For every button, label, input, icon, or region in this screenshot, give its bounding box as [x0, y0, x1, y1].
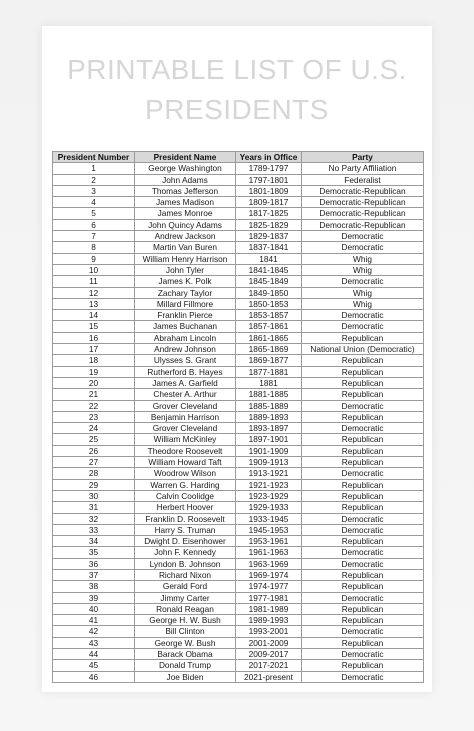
- table-row: [53, 592, 424, 603]
- table-row: [53, 208, 424, 219]
- party-cell: Democratic-Republican: [302, 219, 424, 230]
- table-row: [53, 626, 424, 637]
- party-cell: Republican: [302, 389, 424, 400]
- party-cell: Democratic: [302, 524, 424, 535]
- table-row: [53, 264, 424, 275]
- president-name-cell: Ronald Reagan: [135, 603, 236, 614]
- party-cell: Whig: [302, 264, 424, 275]
- president-name-cell: William Henry Harrison: [135, 253, 236, 264]
- table-row: [53, 457, 424, 468]
- president-number-cell: 24: [53, 423, 135, 434]
- party-cell: Republican: [302, 457, 424, 468]
- table-row: [53, 163, 424, 174]
- party-cell: Democratic: [302, 626, 424, 637]
- president-name-cell: Dwight D. Eisenhower: [135, 536, 236, 547]
- party-cell: Whig: [302, 287, 424, 298]
- table-row: [53, 490, 424, 501]
- president-name-cell: Chester A. Arthur: [135, 389, 236, 400]
- years-in-office-cell: 1913-1921: [236, 468, 302, 479]
- president-number-cell: 43: [53, 637, 135, 648]
- table-row: [53, 558, 424, 569]
- president-name-cell: John Tyler: [135, 264, 236, 275]
- president-name-cell: James K. Polk: [135, 276, 236, 287]
- table-row: [53, 400, 424, 411]
- presidents-table: [52, 151, 424, 683]
- president-name-cell: Donald Trump: [135, 660, 236, 671]
- president-number-cell: 42: [53, 626, 135, 637]
- president-number-cell: 46: [53, 671, 135, 682]
- party-cell: Democratic: [302, 400, 424, 411]
- years-in-office-cell: 1809-1817: [236, 197, 302, 208]
- years-in-office-cell: 1977-1981: [236, 592, 302, 603]
- table-row: [53, 513, 424, 524]
- years-in-office-cell: 1837-1841: [236, 242, 302, 253]
- column-header-name: President Name: [135, 152, 236, 163]
- president-number-cell: 13: [53, 298, 135, 309]
- president-name-cell: George W. Bush: [135, 637, 236, 648]
- president-number-cell: 36: [53, 558, 135, 569]
- table-row: [53, 660, 424, 671]
- party-cell: Republican: [302, 637, 424, 648]
- table-row: [53, 344, 424, 355]
- party-cell: Republican: [302, 479, 424, 490]
- president-number-cell: 7: [53, 231, 135, 242]
- president-name-cell: James Madison: [135, 197, 236, 208]
- president-name-cell: Theodore Roosevelt: [135, 445, 236, 456]
- party-cell: Democratic: [302, 242, 424, 253]
- president-number-cell: 4: [53, 197, 135, 208]
- president-number-cell: 41: [53, 615, 135, 626]
- years-in-office-cell: 1825-1829: [236, 219, 302, 230]
- president-number-cell: 18: [53, 355, 135, 366]
- president-number-cell: 29: [53, 479, 135, 490]
- party-cell: National Union (Democratic): [302, 344, 424, 355]
- table-row: [53, 536, 424, 547]
- party-cell: Democratic: [302, 423, 424, 434]
- president-name-cell: Zachary Taylor: [135, 287, 236, 298]
- president-name-cell: John Quincy Adams: [135, 219, 236, 230]
- president-number-cell: 44: [53, 649, 135, 660]
- table-row: [53, 231, 424, 242]
- table-row: [53, 468, 424, 479]
- table-row: [53, 671, 424, 682]
- table-row: [53, 298, 424, 309]
- party-cell: Republican: [302, 377, 424, 388]
- years-in-office-cell: 1901-1909: [236, 445, 302, 456]
- president-number-cell: 30: [53, 490, 135, 501]
- years-in-office-cell: 1989-1993: [236, 615, 302, 626]
- years-in-office-cell: 1993-2001: [236, 626, 302, 637]
- president-number-cell: 28: [53, 468, 135, 479]
- table-row: [53, 547, 424, 558]
- years-in-office-cell: 2009-2017: [236, 649, 302, 660]
- president-name-cell: William McKinley: [135, 434, 236, 445]
- years-in-office-cell: 1974-1977: [236, 581, 302, 592]
- president-name-cell: Andrew Jackson: [135, 231, 236, 242]
- table-row: [53, 445, 424, 456]
- president-name-cell: James A. Garfield: [135, 377, 236, 388]
- years-in-office-cell: 1869-1877: [236, 355, 302, 366]
- years-in-office-cell: 1885-1889: [236, 400, 302, 411]
- president-number-cell: 2: [53, 174, 135, 185]
- years-in-office-cell: 1929-1933: [236, 502, 302, 513]
- president-number-cell: 3: [53, 185, 135, 196]
- table-row: [53, 502, 424, 513]
- president-name-cell: John Adams: [135, 174, 236, 185]
- president-number-cell: 45: [53, 660, 135, 671]
- years-in-office-cell: 1861-1865: [236, 332, 302, 343]
- years-in-office-cell: 1981-1989: [236, 603, 302, 614]
- president-number-cell: 31: [53, 502, 135, 513]
- president-name-cell: Calvin Coolidge: [135, 490, 236, 501]
- party-cell: Republican: [302, 660, 424, 671]
- president-number-cell: 22: [53, 400, 135, 411]
- party-cell: Republican: [302, 411, 424, 422]
- table-row: [53, 377, 424, 388]
- president-name-cell: Franklin D. Roosevelt: [135, 513, 236, 524]
- years-in-office-cell: 2017-2021: [236, 660, 302, 671]
- party-cell: Federalist: [302, 174, 424, 185]
- party-cell: Republican: [302, 502, 424, 513]
- years-in-office-cell: 1801-1809: [236, 185, 302, 196]
- years-in-office-cell: 2021-present: [236, 671, 302, 682]
- party-cell: Democratic: [302, 468, 424, 479]
- president-number-cell: 34: [53, 536, 135, 547]
- party-cell: Democratic: [302, 558, 424, 569]
- years-in-office-cell: 1881-1885: [236, 389, 302, 400]
- party-cell: Democratic-Republican: [302, 208, 424, 219]
- years-in-office-cell: 1969-1974: [236, 569, 302, 580]
- table-row: [53, 581, 424, 592]
- table-row: [53, 332, 424, 343]
- president-number-cell: 25: [53, 434, 135, 445]
- table-row: [53, 524, 424, 535]
- years-in-office-cell: 1797-1801: [236, 174, 302, 185]
- president-name-cell: Herbert Hoover: [135, 502, 236, 513]
- years-in-office-cell: 1877-1881: [236, 366, 302, 377]
- party-cell: Republican: [302, 581, 424, 592]
- president-name-cell: Woodrow Wilson: [135, 468, 236, 479]
- president-name-cell: Gerald Ford: [135, 581, 236, 592]
- party-cell: Democratic: [302, 592, 424, 603]
- president-number-cell: 5: [53, 208, 135, 219]
- column-header-number: President Number: [53, 152, 135, 163]
- party-cell: Republican: [302, 332, 424, 343]
- president-name-cell: Bill Clinton: [135, 626, 236, 637]
- president-number-cell: 35: [53, 547, 135, 558]
- table-row: [53, 366, 424, 377]
- president-name-cell: Andrew Johnson: [135, 344, 236, 355]
- party-cell: Republican: [302, 603, 424, 614]
- president-name-cell: Rutherford B. Hayes: [135, 366, 236, 377]
- years-in-office-cell: 1829-1837: [236, 231, 302, 242]
- president-number-cell: 9: [53, 253, 135, 264]
- years-in-office-cell: 1923-1929: [236, 490, 302, 501]
- president-name-cell: James Buchanan: [135, 321, 236, 332]
- party-cell: Republican: [302, 569, 424, 580]
- president-name-cell: Martin Van Buren: [135, 242, 236, 253]
- table-row: [53, 479, 424, 490]
- party-cell: Republican: [302, 434, 424, 445]
- page-title: PRINTABLE LIST OF U.S. PRESIDENTS: [67, 54, 407, 125]
- years-in-office-cell: 1850-1853: [236, 298, 302, 309]
- table-row: [53, 355, 424, 366]
- table-row: [53, 389, 424, 400]
- table-row: [53, 276, 424, 287]
- years-in-office-cell: 1961-1963: [236, 547, 302, 558]
- years-in-office-cell: 1897-1901: [236, 434, 302, 445]
- president-number-cell: 33: [53, 524, 135, 535]
- president-number-cell: 39: [53, 592, 135, 603]
- years-in-office-cell: 1845-1849: [236, 276, 302, 287]
- president-number-cell: 23: [53, 411, 135, 422]
- president-name-cell: Thomas Jefferson: [135, 185, 236, 196]
- president-number-cell: 10: [53, 264, 135, 275]
- table-row: [53, 310, 424, 321]
- president-name-cell: Richard Nixon: [135, 569, 236, 580]
- president-name-cell: George H. W. Bush: [135, 615, 236, 626]
- president-name-cell: Joe Biden: [135, 671, 236, 682]
- party-cell: Democratic-Republican: [302, 197, 424, 208]
- party-cell: Republican: [302, 355, 424, 366]
- president-number-cell: 27: [53, 457, 135, 468]
- president-number-cell: 12: [53, 287, 135, 298]
- table-row: [53, 253, 424, 264]
- years-in-office-cell: 1893-1897: [236, 423, 302, 434]
- president-name-cell: Jimmy Carter: [135, 592, 236, 603]
- party-cell: Democratic-Republican: [302, 185, 424, 196]
- president-number-cell: 16: [53, 332, 135, 343]
- president-name-cell: William Howard Taft: [135, 457, 236, 468]
- years-in-office-cell: 1881: [236, 377, 302, 388]
- party-cell: Whig: [302, 298, 424, 309]
- party-cell: Republican: [302, 536, 424, 547]
- years-in-office-cell: 1953-1961: [236, 536, 302, 547]
- president-number-cell: 37: [53, 569, 135, 580]
- president-name-cell: George Washington: [135, 163, 236, 174]
- years-in-office-cell: 1963-1969: [236, 558, 302, 569]
- party-cell: Republican: [302, 445, 424, 456]
- years-in-office-cell: 1945-1953: [236, 524, 302, 535]
- party-cell: Democratic: [302, 513, 424, 524]
- party-cell: Democratic: [302, 321, 424, 332]
- president-name-cell: Grover Cleveland: [135, 423, 236, 434]
- table-header-row: [53, 152, 424, 163]
- party-cell: Democratic: [302, 547, 424, 558]
- years-in-office-cell: 1853-1857: [236, 310, 302, 321]
- table-row: [53, 434, 424, 445]
- years-in-office-cell: 1857-1861: [236, 321, 302, 332]
- party-cell: Republican: [302, 366, 424, 377]
- table-row: [53, 321, 424, 332]
- party-cell: Whig: [302, 253, 424, 264]
- years-in-office-cell: 1817-1825: [236, 208, 302, 219]
- president-name-cell: Ulysses S. Grant: [135, 355, 236, 366]
- years-in-office-cell: 1841-1845: [236, 264, 302, 275]
- table-row: [53, 242, 424, 253]
- president-name-cell: Harry S. Truman: [135, 524, 236, 535]
- years-in-office-cell: 1933-1945: [236, 513, 302, 524]
- president-number-cell: 8: [53, 242, 135, 253]
- president-number-cell: 20: [53, 377, 135, 388]
- president-number-cell: 19: [53, 366, 135, 377]
- president-number-cell: 32: [53, 513, 135, 524]
- table-row: [53, 287, 424, 298]
- president-number-cell: 1: [53, 163, 135, 174]
- table-row: [53, 603, 424, 614]
- years-in-office-cell: 1849-1850: [236, 287, 302, 298]
- president-name-cell: James Monroe: [135, 208, 236, 219]
- president-number-cell: 26: [53, 445, 135, 456]
- president-name-cell: Benjamin Harrison: [135, 411, 236, 422]
- table-row: [53, 615, 424, 626]
- party-cell: Democratic: [302, 276, 424, 287]
- table-row: [53, 637, 424, 648]
- years-in-office-cell: 1841: [236, 253, 302, 264]
- party-cell: Democratic: [302, 231, 424, 242]
- table-row: [53, 569, 424, 580]
- column-header-party: Party: [302, 152, 424, 163]
- years-in-office-cell: 1889-1893: [236, 411, 302, 422]
- president-name-cell: Abraham Lincoln: [135, 332, 236, 343]
- years-in-office-cell: 1909-1913: [236, 457, 302, 468]
- party-cell: Republican: [302, 615, 424, 626]
- table-row: [53, 219, 424, 230]
- president-number-cell: 11: [53, 276, 135, 287]
- table-row: [53, 174, 424, 185]
- president-name-cell: Grover Cleveland: [135, 400, 236, 411]
- president-number-cell: 14: [53, 310, 135, 321]
- president-number-cell: 38: [53, 581, 135, 592]
- table-row: [53, 185, 424, 196]
- president-name-cell: Franklin Pierce: [135, 310, 236, 321]
- president-name-cell: Millard Fillmore: [135, 298, 236, 309]
- years-in-office-cell: 1789-1797: [236, 163, 302, 174]
- party-cell: Democratic: [302, 649, 424, 660]
- party-cell: Democratic: [302, 671, 424, 682]
- president-number-cell: 15: [53, 321, 135, 332]
- president-name-cell: Lyndon B. Johnson: [135, 558, 236, 569]
- party-cell: Democratic: [302, 310, 424, 321]
- years-in-office-cell: 2001-2009: [236, 637, 302, 648]
- table-row: [53, 411, 424, 422]
- president-name-cell: Barack Obama: [135, 649, 236, 660]
- president-name-cell: John F. Kennedy: [135, 547, 236, 558]
- president-number-cell: 17: [53, 344, 135, 355]
- table-body: [53, 163, 424, 683]
- president-number-cell: 21: [53, 389, 135, 400]
- president-name-cell: Warren G. Harding: [135, 479, 236, 490]
- table-row: [53, 423, 424, 434]
- column-header-years: Years in Office: [236, 152, 302, 163]
- president-number-cell: 40: [53, 603, 135, 614]
- table-row: [53, 197, 424, 208]
- table-row: [53, 649, 424, 660]
- president-number-cell: 6: [53, 219, 135, 230]
- party-cell: Republican: [302, 490, 424, 501]
- years-in-office-cell: 1921-1923: [236, 479, 302, 490]
- party-cell: No Party Affiliation: [302, 163, 424, 174]
- years-in-office-cell: 1865-1869: [236, 344, 302, 355]
